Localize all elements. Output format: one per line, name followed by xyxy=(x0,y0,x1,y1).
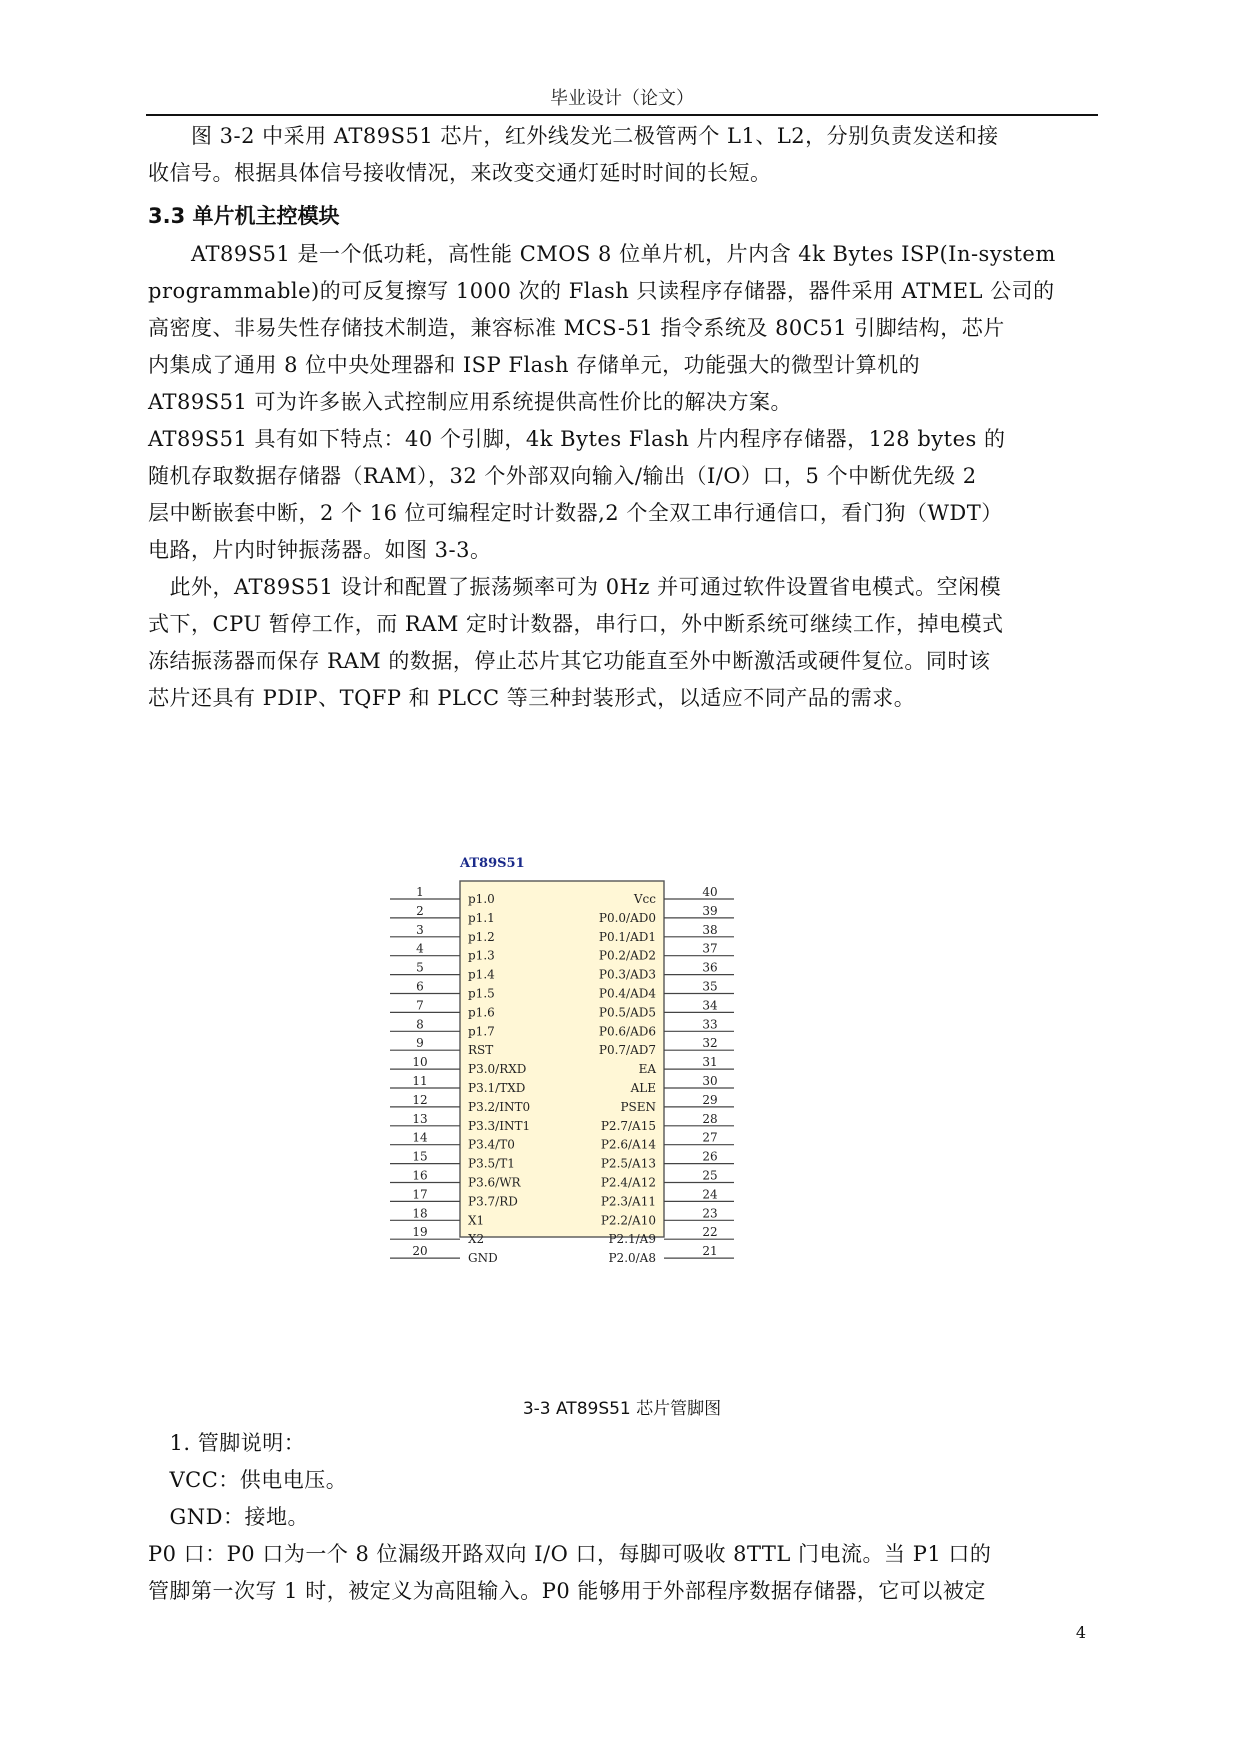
pin-number: 21 xyxy=(702,1244,718,1259)
pin-number: 34 xyxy=(702,998,718,1013)
pin-label: P3.5/T1 xyxy=(468,1156,515,1171)
text-line: 收信号。根据具体信号接收情况，来改变交通灯延时时间的长短。 xyxy=(148,161,772,185)
pin-number: 2 xyxy=(416,903,424,918)
pin-number: 39 xyxy=(702,903,718,918)
pin-number: 25 xyxy=(702,1168,718,1183)
pin-number: 32 xyxy=(702,1036,718,1051)
pin-number: 10 xyxy=(412,1055,428,1070)
pin-label: p1.2 xyxy=(468,929,495,944)
page-header: 毕业设计（论文） xyxy=(550,88,694,109)
pin-label: P3.0/RXD xyxy=(468,1062,527,1077)
pin-label: p1.6 xyxy=(468,1005,495,1020)
pin-label: P0.1/AD1 xyxy=(598,929,656,944)
pin-number: 33 xyxy=(702,1017,718,1032)
pin-number: 29 xyxy=(702,1092,718,1107)
intro-paragraph xyxy=(148,118,1108,192)
pin-number: 16 xyxy=(412,1168,428,1183)
pin-number: 30 xyxy=(702,1074,718,1088)
pin-label: P3.4/T0 xyxy=(468,1137,515,1152)
page-number: 4 xyxy=(1075,1623,1086,1642)
pin-number: 6 xyxy=(416,979,424,994)
paragraph-2 xyxy=(148,421,1108,569)
pin-label: p1.0 xyxy=(468,892,495,906)
pinout-diagram xyxy=(380,855,780,1275)
text-line: 冻结振荡器而保存 RAM 的数据，停止芯片其它功能直至外中断激活或硬件复位。同时该 xyxy=(148,649,991,673)
pin-number: 5 xyxy=(416,960,424,975)
text-line: AT89S51 可为许多嵌入式控制应用系统提供高性价比的解决方案。 xyxy=(148,390,793,414)
pin-number: 19 xyxy=(412,1225,428,1240)
pin-label: P0.5/AD5 xyxy=(598,1005,656,1020)
pin-label: P2.3/A11 xyxy=(600,1194,656,1209)
text-line: P0 口：P0 口为一个 8 位漏级开路双向 I/O 口，每脚可吸收 8TTL 门电流。当 P1 口的 xyxy=(148,1542,992,1566)
pin-number: 12 xyxy=(412,1092,428,1107)
pin-number: 27 xyxy=(702,1130,718,1145)
text-line: VCC：供电电压。 xyxy=(148,1468,348,1492)
text-line: 1. 管脚说明： xyxy=(148,1431,306,1455)
text-line: 电路，片内时钟振荡器。如图 3-3。 xyxy=(148,538,492,562)
pin-number: 11 xyxy=(412,1074,428,1088)
pin-number: 28 xyxy=(702,1111,718,1126)
pin-label: P3.3/INT1 xyxy=(468,1118,531,1133)
text-line: 高密度、非易失性存储技术制造，兼容标准 MCS-51 指令系统及 80C51 引脚结构，芯片 xyxy=(148,316,1005,340)
text-line: AT89S51 是一个低功耗，高性能 CMOS 8 位单片机，片内含 4k Bytes ISP(In-system xyxy=(148,242,1056,266)
pin-label: EA xyxy=(638,1062,656,1077)
pin-label: RST xyxy=(468,1043,494,1058)
header-rule xyxy=(146,114,1098,116)
pin-label: GND xyxy=(468,1251,498,1266)
text-line: GND：接地。 xyxy=(148,1505,309,1529)
pin-number: 8 xyxy=(416,1017,424,1032)
text-line: 随机存取数据存储器（RAM），32 个外部双向输入/输出（I/O）口，5 个中断优先级 2 xyxy=(148,464,977,488)
pin-number: 35 xyxy=(702,979,718,994)
figure-caption: 3-3 AT89S51 芯片管脚图 xyxy=(522,1399,722,1419)
pin-number: 24 xyxy=(702,1187,718,1202)
pin-label: P2.7/A15 xyxy=(600,1118,656,1133)
text-line: 层中断嵌套中断，2 个 16 位可编程定时计数器,2 个全双工串行通信口，看门狗（WDT） xyxy=(148,501,1003,525)
paragraph-1 xyxy=(148,236,1108,421)
pin-label: p1.4 xyxy=(468,967,495,982)
pin-label: ALE xyxy=(630,1081,656,1095)
pin-label: P0.6/AD6 xyxy=(598,1024,656,1039)
text-line: 式下，CPU 暂停工作，而 RAM 定时计数器，串行口，外中断系统可继续工作，掉电模式 xyxy=(148,612,1004,636)
text-line: 内集成了通用 8 位中央处理器和 ISP Flash 存储单元，功能强大的微型计算机的 xyxy=(148,353,921,377)
pin-label: X2 xyxy=(468,1232,485,1247)
pin-label: P0.7/AD7 xyxy=(598,1043,656,1058)
pin-number: 4 xyxy=(416,941,424,956)
paragraph-3 xyxy=(148,569,1108,717)
pin-number: 18 xyxy=(412,1206,428,1221)
text-line: AT89S51 具有如下特点：40 个引脚，4k Bytes Flash 片内程序存储器，128 bytes 的 xyxy=(148,427,1006,451)
pin-label: p1.7 xyxy=(468,1024,495,1039)
pin-number: 20 xyxy=(412,1244,428,1259)
pin-number: 7 xyxy=(416,998,424,1013)
pin-label: P0.2/AD2 xyxy=(598,948,656,963)
pin-label: Vcc xyxy=(633,892,656,906)
pin-number: 1 xyxy=(416,885,424,899)
pin-label: P2.1/A9 xyxy=(608,1232,656,1247)
pin-number: 26 xyxy=(702,1149,718,1164)
section-heading: 3.3 单片机主控模块 xyxy=(148,204,340,228)
pin-number: 15 xyxy=(412,1149,428,1164)
pin-label: P0.0/AD0 xyxy=(598,910,656,925)
pin-number: 37 xyxy=(702,941,718,956)
text-line: 图 3-2 中采用 AT89S51 芯片，红外线发光二极管两个 L1、L2，分别负责发送和接 xyxy=(148,124,999,148)
pin-number: 38 xyxy=(702,922,718,937)
pin-label: P2.2/A10 xyxy=(600,1213,656,1228)
text-line: 芯片还具有 PDIP、TQFP 和 PLCC 等三种封装形式，以适应不同产品的需求。 xyxy=(148,686,916,710)
pin-label: P2.5/A13 xyxy=(600,1156,656,1171)
pin-number: 17 xyxy=(412,1187,428,1202)
text-line: 此外，AT89S51 设计和配置了振荡频率可为 0Hz 并可通过软件设置省电模式。空闲模 xyxy=(148,575,1002,599)
pin-number: 13 xyxy=(412,1111,428,1126)
pin-label: P3.7/RD xyxy=(468,1194,518,1209)
pin-label: P0.4/AD4 xyxy=(598,986,656,1001)
pin-number: 40 xyxy=(702,885,718,899)
text-line: 管脚第一次写 1 时，被定义为高阻输入。P0 能够用于外部程序数据存储器，它可以被定 xyxy=(148,1579,986,1603)
pin-number: 9 xyxy=(416,1036,424,1051)
pin-label: PSEN xyxy=(620,1099,656,1114)
pin-label: P0.3/AD3 xyxy=(598,967,656,982)
pin-label: P3.6/WR xyxy=(468,1175,521,1190)
pin-label: P3.1/TXD xyxy=(468,1081,526,1095)
pin-label: P2.0/A8 xyxy=(608,1251,656,1266)
pin-label: P2.4/A12 xyxy=(600,1175,656,1190)
pin-label: p1.5 xyxy=(468,986,495,1001)
pin-label: p1.3 xyxy=(468,948,495,963)
pin-description xyxy=(148,1425,1108,1610)
pin-label: P3.2/INT0 xyxy=(468,1099,531,1114)
pin-label: X1 xyxy=(468,1213,485,1228)
pin-label: p1.1 xyxy=(468,910,495,925)
pin-number: 22 xyxy=(702,1225,718,1240)
text-line: programmable)的可反复擦写 1000 次的 Flash 只读程序存储器，器件采用 ATMEL 公司的 xyxy=(148,279,1055,303)
pin-number: 31 xyxy=(702,1055,718,1070)
pin-number: 23 xyxy=(702,1206,718,1221)
pin-number: 3 xyxy=(416,922,424,937)
chip-title: AT89S51 xyxy=(460,856,525,871)
pin-label: P2.6/A14 xyxy=(600,1137,656,1152)
pin-number: 36 xyxy=(702,960,718,975)
pin-number: 14 xyxy=(412,1130,428,1145)
